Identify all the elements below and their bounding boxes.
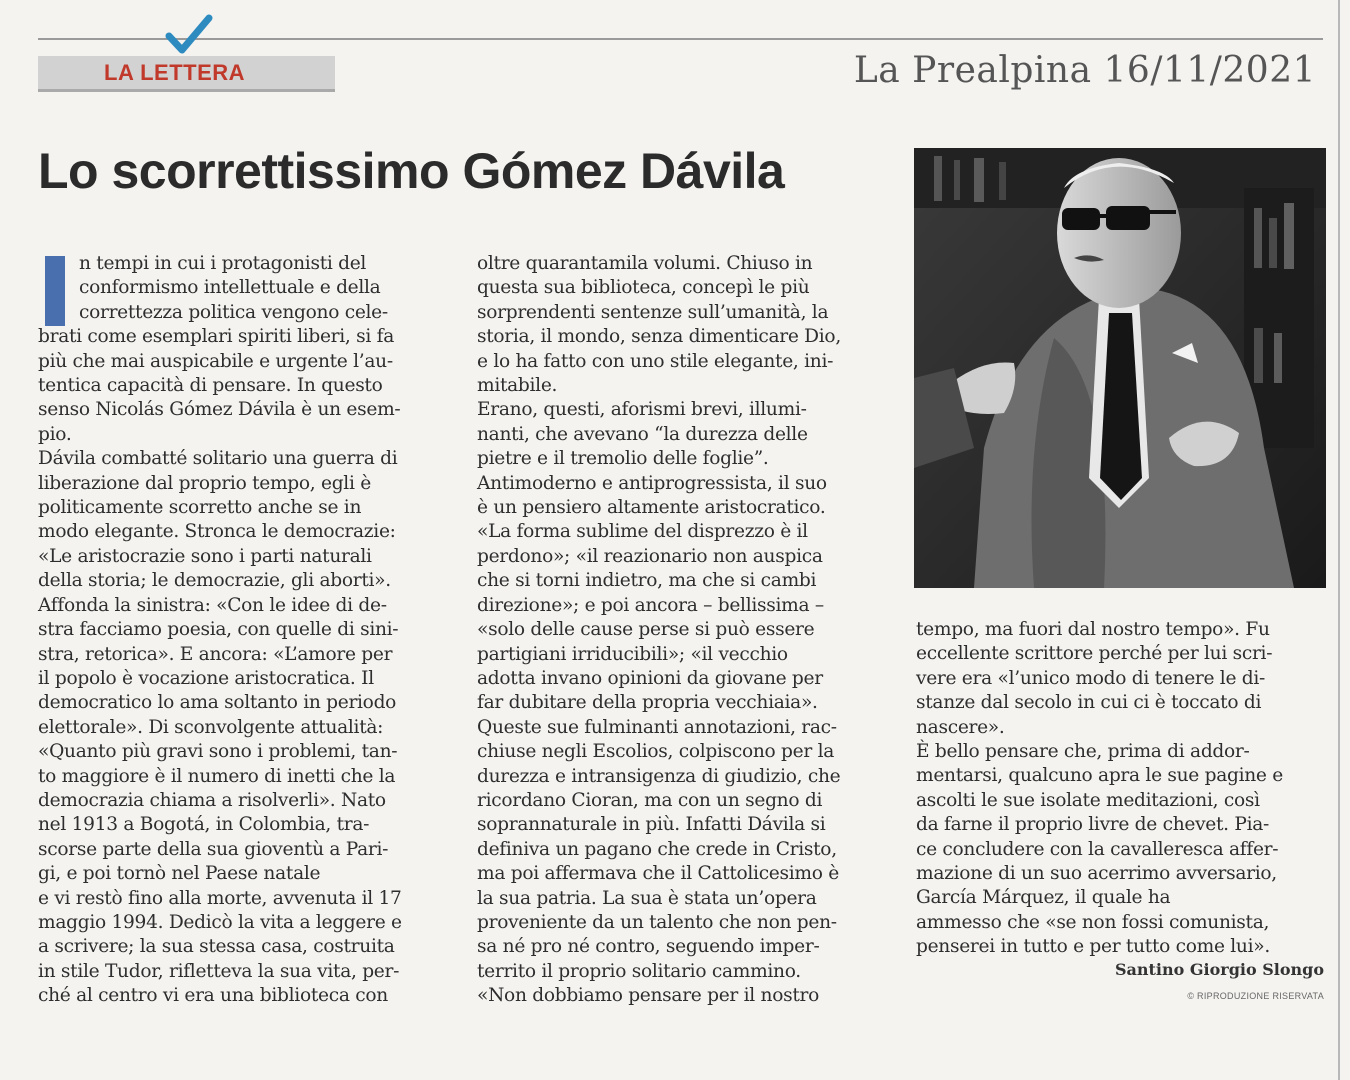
text-line: nascere». (916, 716, 1005, 738)
text-line: ce concludere con la cavalleresca affer- (916, 838, 1279, 860)
text-line: definiva un pagano che crede in Cristo, (477, 838, 837, 860)
text-line: questa sua biblioteca, concepì le più (477, 277, 810, 299)
text-line: chiuse negli Escolios, colpiscono per la (477, 741, 834, 763)
text-line: territo il proprio solitario cammino. (477, 960, 801, 982)
text-line: brati come esemplari spiriti liberi, si fa (38, 326, 394, 348)
text-line: che si torni indietro, ma che si cambi (477, 570, 817, 592)
text-line: n tempi in cui i protagonisti del (79, 253, 367, 274)
text-line: senso Nicolás Gómez Dávila è un esem- (38, 399, 401, 421)
text-line: durezza e intransigenza di giudizio, che (477, 765, 841, 787)
text-line: sa né pro né contro, seguendo imper- (477, 936, 820, 958)
article-headline: Lo scorrettissimo Gómez Dávila (38, 143, 785, 199)
text-line: è un pensiero altamente aristocratico. (477, 497, 826, 519)
portrait-illustration (914, 148, 1326, 588)
author-photo (914, 148, 1326, 588)
text-line: soprannaturale in più. Infatti Dávila si (477, 814, 826, 836)
text-line: in stile Tudor, rifletteva la sua vita, per- (38, 960, 400, 982)
text-line: direzione»; e poi ancora – bellissima – (477, 594, 824, 616)
text-line: «Le aristocrazie sono i parti naturali (38, 545, 372, 567)
text-line: della storia; le democrazie, gli aborti». (38, 570, 391, 592)
text-line: liberazione dal proprio tempo, egli è (38, 472, 371, 494)
text-line: la sua patria. La sua è stata un’opera (477, 887, 817, 909)
text-line: ché al centro vi era una biblioteca con (38, 985, 388, 1007)
text-line: mazione di un suo acerrimo avversario, (916, 863, 1277, 885)
text-line: nel 1913 a Bogotá, in Colombia, tra- (38, 814, 370, 836)
text-line: sorprendenti sentenze sull’umanità, la (477, 301, 829, 323)
text-line: ma poi affermava che il Cattolicesimo è (477, 863, 839, 885)
text-line: eccellente scrittore perché per lui scri- (916, 643, 1273, 665)
text-line: far dubitare della propria vecchiaia». (477, 692, 818, 714)
text-line: a scrivere; la sua stessa casa, costruita (38, 936, 395, 958)
text-line: Erano, questi, aforismi brevi, illumi- (477, 399, 807, 421)
copyright-note: © RIPRODUZIONE RISERVATA (1187, 991, 1324, 1001)
text-line: pio. (38, 423, 72, 445)
text-line: democratico lo ama soltanto in periodo (38, 692, 397, 714)
text-line: ascolti le sue isolate meditazioni, così (916, 789, 1260, 811)
page-edge-line (1338, 0, 1340, 1080)
text-line: gi, e poi tornò nel Paese natale (38, 863, 321, 885)
text-line: proveniente da un talento che non pen- (477, 911, 837, 933)
text-line: perdono»; «il reazionario non auspica (477, 545, 823, 567)
text-line: Queste sue fulminanti annotazioni, rac- (477, 716, 837, 738)
text-line: politicamente scorretto anche se in (38, 497, 362, 519)
text-line: modo elegante. Stronca le democrazie: (38, 521, 396, 543)
checkmark-icon (165, 14, 213, 58)
text-line: mitabile. (477, 375, 558, 397)
text-line: mentarsi, qualcuno apra le sue pagine e (916, 765, 1283, 787)
text-line: ammesso che «se non fossi comunista, (916, 911, 1270, 933)
text-line: stra facciamo poesia, con quelle di sini- (38, 619, 399, 641)
text-line: «Non dobbiamo pensare per il nostro (477, 985, 819, 1007)
text-line: storia, il mondo, senza dimenticare Dio, (477, 326, 841, 348)
text-line: adotta invano opinioni da giovane per (477, 667, 823, 689)
text-line: stra, retorica». E ancora: «L’amore per (38, 643, 393, 665)
text-line: conformismo intellettuale e della (79, 277, 381, 299)
text-line: il popolo è vocazione aristocratica. Il (38, 667, 374, 689)
masthead-date: La Prealpina 16/11/2021 (853, 50, 1316, 91)
author-signature: Santino Giorgio Slongo (1114, 960, 1324, 979)
text-line: democrazia chiama a risolverli». Nato (38, 789, 386, 811)
text-line: to maggiore è il numero di inetti che la (38, 765, 396, 787)
article-column-3 (916, 618, 1328, 960)
text-line: ricordano Cioran, ma con un segno di (477, 789, 823, 811)
text-line: Antimoderno e antiprogressista, il suo (477, 472, 827, 494)
text-line: elettorale». Di sconvolgente attualità: (38, 716, 384, 738)
text-line: penserei in tutto e per tutto come lui». (916, 936, 1270, 958)
text-line: più che mai auspicabile e urgente l’au- (38, 350, 393, 372)
text-line: García Márquez, il quale ha (916, 887, 1171, 909)
text-line: Dávila combatté solitario una guerra di (38, 448, 398, 470)
text-line: Affonda la sinistra: «Con le idee di de- (38, 594, 387, 616)
text-line: scorse parte della sua gioventù a Pari- (38, 838, 389, 860)
section-label: LA LETTERA (104, 60, 246, 85)
text-line: nanti, che avevano “la durezza delle (477, 423, 808, 445)
text-line: partigiani irriducibili»; «il vecchio (477, 643, 788, 665)
text-line: pietre e il tremolio delle foglie”. (477, 448, 769, 470)
text-line: «Quanto più gravi sono i problemi, tan- (38, 741, 398, 763)
article-column-1 (38, 252, 448, 1009)
article-column-2 (477, 252, 887, 1009)
text-line: oltre quarantamila volumi. Chiuso in (477, 253, 813, 274)
text-line: «La forma sublime del disprezzo è il (477, 521, 808, 543)
text-line: e lo ha fatto con uno stile elegante, ini- (477, 350, 834, 372)
text-line: vere era «l’unico modo di tenere le di- (916, 667, 1265, 689)
text-line: maggio 1994. Dedicò la vita a leggere e (38, 911, 402, 933)
top-rule (38, 38, 1323, 40)
text-line: tentica capacità di pensare. In questo (38, 375, 383, 397)
text-line: «solo delle cause perse si può essere (477, 619, 815, 641)
section-header (38, 56, 335, 92)
text-line: tempo, ma fuori dal nostro tempo». Fu (916, 619, 1270, 640)
text-line: correttezza politica vengono cele- (79, 301, 388, 323)
text-line: e vi restò fino alla morte, avvenuta il 17 (38, 887, 402, 909)
text-line: da farne il proprio livre de chevet. Pia- (916, 814, 1270, 836)
text-line: È bello pensare che, prima di addor- (916, 741, 1250, 763)
text-line: stanze dal secolo in cui ci è toccato di (916, 692, 1262, 714)
